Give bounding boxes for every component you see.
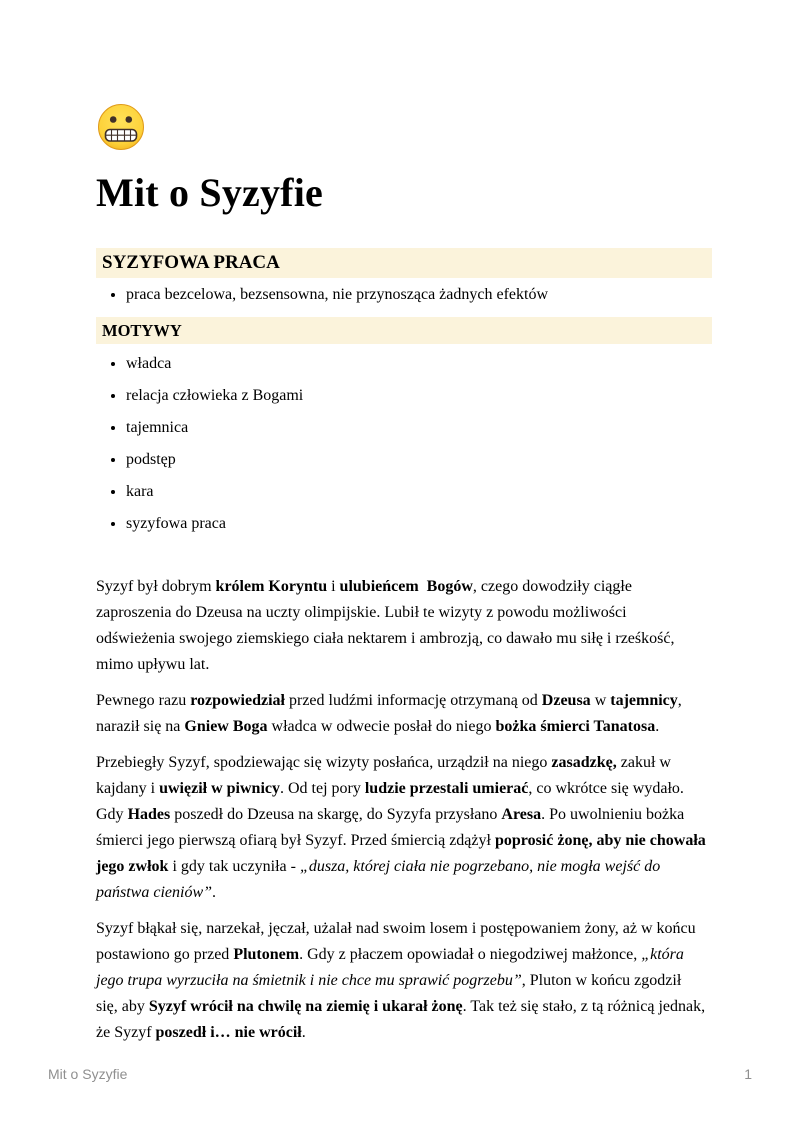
list-item: • syzyfowa praca [126,514,706,534]
page-title: Mit o Syzyfie [96,170,323,215]
list-item: • relacja człowieka z Bogami [126,386,706,406]
text-segment: poprosić żonę, aby nie chowała jego zwłok [96,832,710,875]
story-text [96,574,710,1046]
text-segment: Plutonem [233,946,300,963]
text-segment: ulubieńcem Bogów [339,578,473,595]
paragraph-3 [96,750,710,906]
text-segment: Aresa [501,806,542,823]
text-segment: , naraził się na [96,692,686,735]
text-segment: , co wkrótce się wydało. Gdy [96,780,688,823]
page-icon [96,102,706,152]
text-segment: . Tak też się stało, z tą różnicą jednak, że Syzyf [96,998,710,1041]
text-segment: bożka śmierci Tanatosa [495,718,656,735]
text-segment: Gniew Boga [184,718,268,735]
text-segment: władca w odwecie posłał do niego [267,718,496,735]
text-segment: . Gdy z płaczem opowiadał o niegodziwej małżonce, [299,946,642,963]
text-segment: uwięził w piwnicy [159,780,280,797]
text-segment: przed ludźmi informację otrzymaną od [285,692,542,709]
text-segment: . [301,1024,306,1041]
footer-doc-title: Mit o Syzyfie [48,1066,128,1082]
text-segment: , Pluton w końcu zgodził się, aby [96,972,686,1015]
text-segment: „dusza, której ciała nie pogrzebano, nie mogła wejść do państwa cieniów” [96,858,665,901]
list-item: • władca [126,354,706,374]
motywy-list [96,354,706,534]
text-segment: i gdy tak uczyniła - [168,858,300,875]
text-segment: „która jego trupa wyrzuciła na śmietnik i nie chce mu sprawić pogrzebu” [96,946,688,989]
text-segment: . Od tej pory [279,780,365,797]
document-page [96,0,710,1056]
text-segment: , czego dowodziły ciągłe zaproszenia do Dzeusa na uczty olimpijskie. Lubił te wizyty z powodu możliwości odświeżenia swojego ziemskiego ciała nektarem i ambrozją, co dawało mu siłę i rześkość, mimo upływu lat. [96,578,679,673]
section-heading-syzyfowa-praca: SYZYFOWA PRACA [96,248,712,278]
text-segment: w [590,692,611,709]
page-footer [48,1066,752,1082]
list-item: • kara [126,482,706,502]
text-segment: Dzeusa [541,692,591,709]
footer-page-number: 1 [744,1066,752,1082]
list-item: • tajemnica [126,418,706,438]
paragraph-2 [96,688,706,740]
text-segment: Pewnego razu [96,692,191,709]
text-segment: Syzyf błąkał się, narzekał, jęczał, użalał nad swoim losem i postępowaniem żony, aż w końcu postawiono go przed [96,920,700,963]
text-segment: i [327,578,340,595]
list-item: • podstęp [126,450,706,470]
text-segment: Syzyf wrócił na chwilę na ziemię i ukarał żonę [148,998,463,1015]
text-segment: ludzie przestali umierać [364,780,529,797]
section-heading-motywy: MOTYWY [96,317,712,344]
grimacing-face-emoji [96,102,146,152]
list-item: • praca bezcelowa, bezsensowna, nie przynosząca żadnych efektów [126,284,706,305]
text-segment: . [212,884,217,901]
text-segment: . [655,718,660,735]
paragraph-4 [96,916,710,1046]
text-segment: poszedł do Dzeusa na skargę, do Syzyfa przysłano [170,806,502,823]
text-segment: Przebiegły Syzyf, spodziewając się wizyty posłańca, urządził na niego [96,754,552,771]
text-segment: rozpowiedział [190,692,285,709]
paragraph-1 [96,574,706,678]
text-segment: . Po uwolnieniu bożka śmierci jego pierwszą ofiarą był Syzyf. Przed śmiercią zdążył [96,806,689,849]
syzyfowa-praca-list [96,284,706,305]
text-segment: tajemnicy [610,692,678,709]
text-segment: Syzyf był dobrym [96,578,216,595]
text-segment: Hades [127,806,171,823]
text-segment: zasadzkę, [551,754,617,771]
text-segment: poszedł i… nie wrócił [155,1024,302,1041]
text-segment: zakuł w kajdany i [96,754,675,797]
text-segment: królem Koryntu [215,578,328,595]
